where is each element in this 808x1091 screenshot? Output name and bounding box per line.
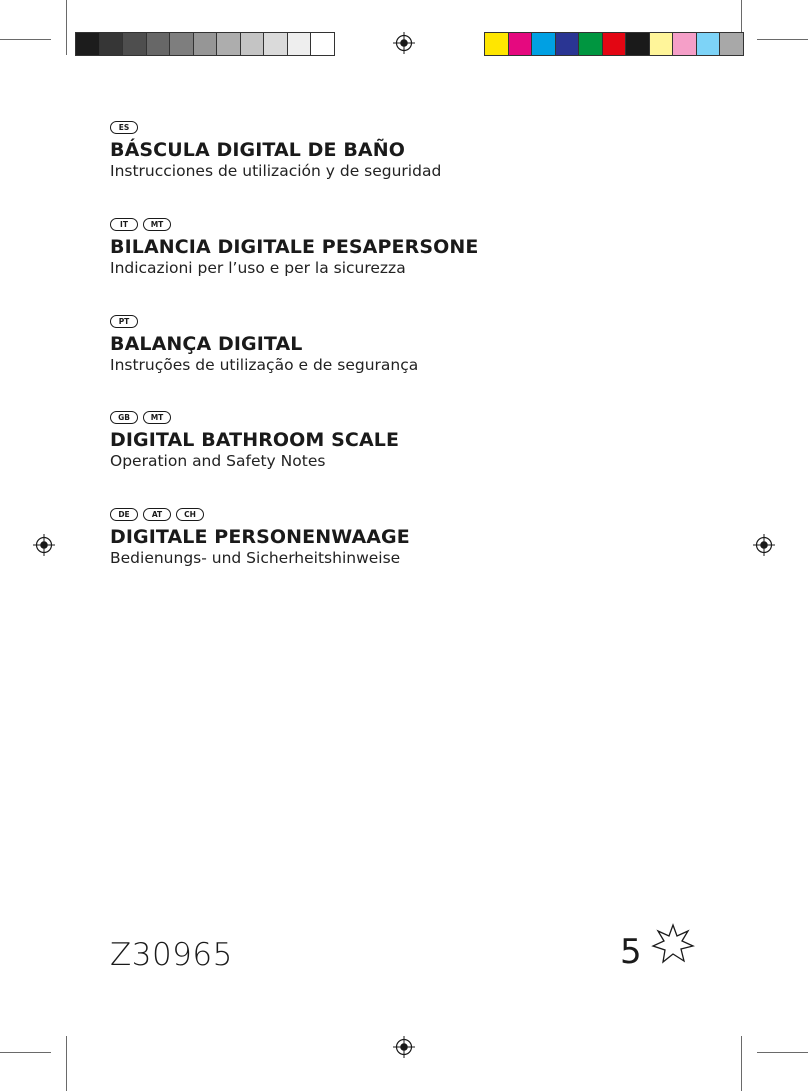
language-badges (110, 508, 730, 521)
grayscale-swatch (264, 33, 288, 55)
grayscale-swatch (241, 33, 265, 55)
language-badges (110, 411, 730, 424)
crop-mark (757, 39, 808, 40)
product-title: BÁSCULA DIGITAL DE BAÑO (110, 139, 405, 161)
document-subtitle: Instruções de utilização e de segurança (110, 356, 419, 374)
process-color-swatch (532, 33, 556, 55)
page-number: 5 (620, 932, 642, 972)
grayscale-swatch (194, 33, 218, 55)
document-subtitle: Bedienungs- und Sicherheitshinweise (110, 549, 401, 567)
grayscale-swatch (147, 33, 171, 55)
product-title: DIGITALE PERSONENWAAGE (110, 526, 410, 548)
language-badge: AT (143, 508, 171, 521)
outline-star-icon (651, 922, 695, 966)
language-badge: MT (143, 411, 171, 424)
language-badge: PT (110, 315, 138, 328)
process-color-swatch (673, 33, 697, 55)
grayscale-swatch (311, 33, 334, 55)
crop-mark (66, 1036, 67, 1091)
language-badges (110, 315, 730, 328)
language-section-it (110, 218, 730, 278)
product-title: BILANCIA DIGITALE PESAPERSONE (110, 236, 479, 258)
language-badges (110, 218, 730, 231)
language-badge: IT (110, 218, 138, 231)
model-number: Z30965 (110, 937, 233, 973)
document-subtitle: Operation and Safety Notes (110, 452, 326, 470)
process-color-swatch (579, 33, 603, 55)
language-section-es (110, 121, 730, 181)
language-section-gb (110, 411, 730, 471)
language-section-de (110, 508, 730, 568)
process-color-swatch (697, 33, 721, 55)
process-color-swatch (603, 33, 627, 55)
grayscale-swatch (100, 33, 124, 55)
document-subtitle: Instrucciones de utilización y de seguridad (110, 162, 442, 180)
crop-mark (757, 1052, 808, 1053)
language-badge: DE (110, 508, 138, 521)
crop-mark (0, 39, 51, 40)
product-title: BALANÇA DIGITAL (110, 333, 303, 355)
registration-mark-icon (393, 1036, 415, 1058)
language-badge: MT (143, 218, 171, 231)
process-color-swatch (556, 33, 580, 55)
grayscale-color-bar (75, 32, 335, 56)
product-title: DIGITAL BATHROOM SCALE (110, 429, 400, 451)
grayscale-swatch (123, 33, 147, 55)
language-badge: ES (110, 121, 138, 134)
language-badges (110, 121, 730, 134)
crop-mark (66, 0, 67, 55)
process-color-swatch (650, 33, 674, 55)
grayscale-swatch (217, 33, 241, 55)
registration-mark-icon (753, 534, 775, 556)
registration-mark-icon (33, 534, 55, 556)
grayscale-swatch (76, 33, 100, 55)
process-color-swatch (626, 33, 650, 55)
crop-mark (0, 1052, 51, 1053)
process-color-swatch (720, 33, 743, 55)
process-color-swatch (509, 33, 533, 55)
language-badge: GB (110, 411, 138, 424)
process-color-swatch (485, 33, 509, 55)
language-badge: CH (176, 508, 204, 521)
crop-mark (741, 1036, 742, 1091)
registration-mark-icon (393, 32, 415, 54)
document-subtitle: Indicazioni per l’uso e per la sicurezza (110, 259, 406, 277)
grayscale-swatch (288, 33, 312, 55)
language-section-pt (110, 315, 730, 375)
grayscale-swatch (170, 33, 194, 55)
process-color-bar (484, 32, 744, 56)
